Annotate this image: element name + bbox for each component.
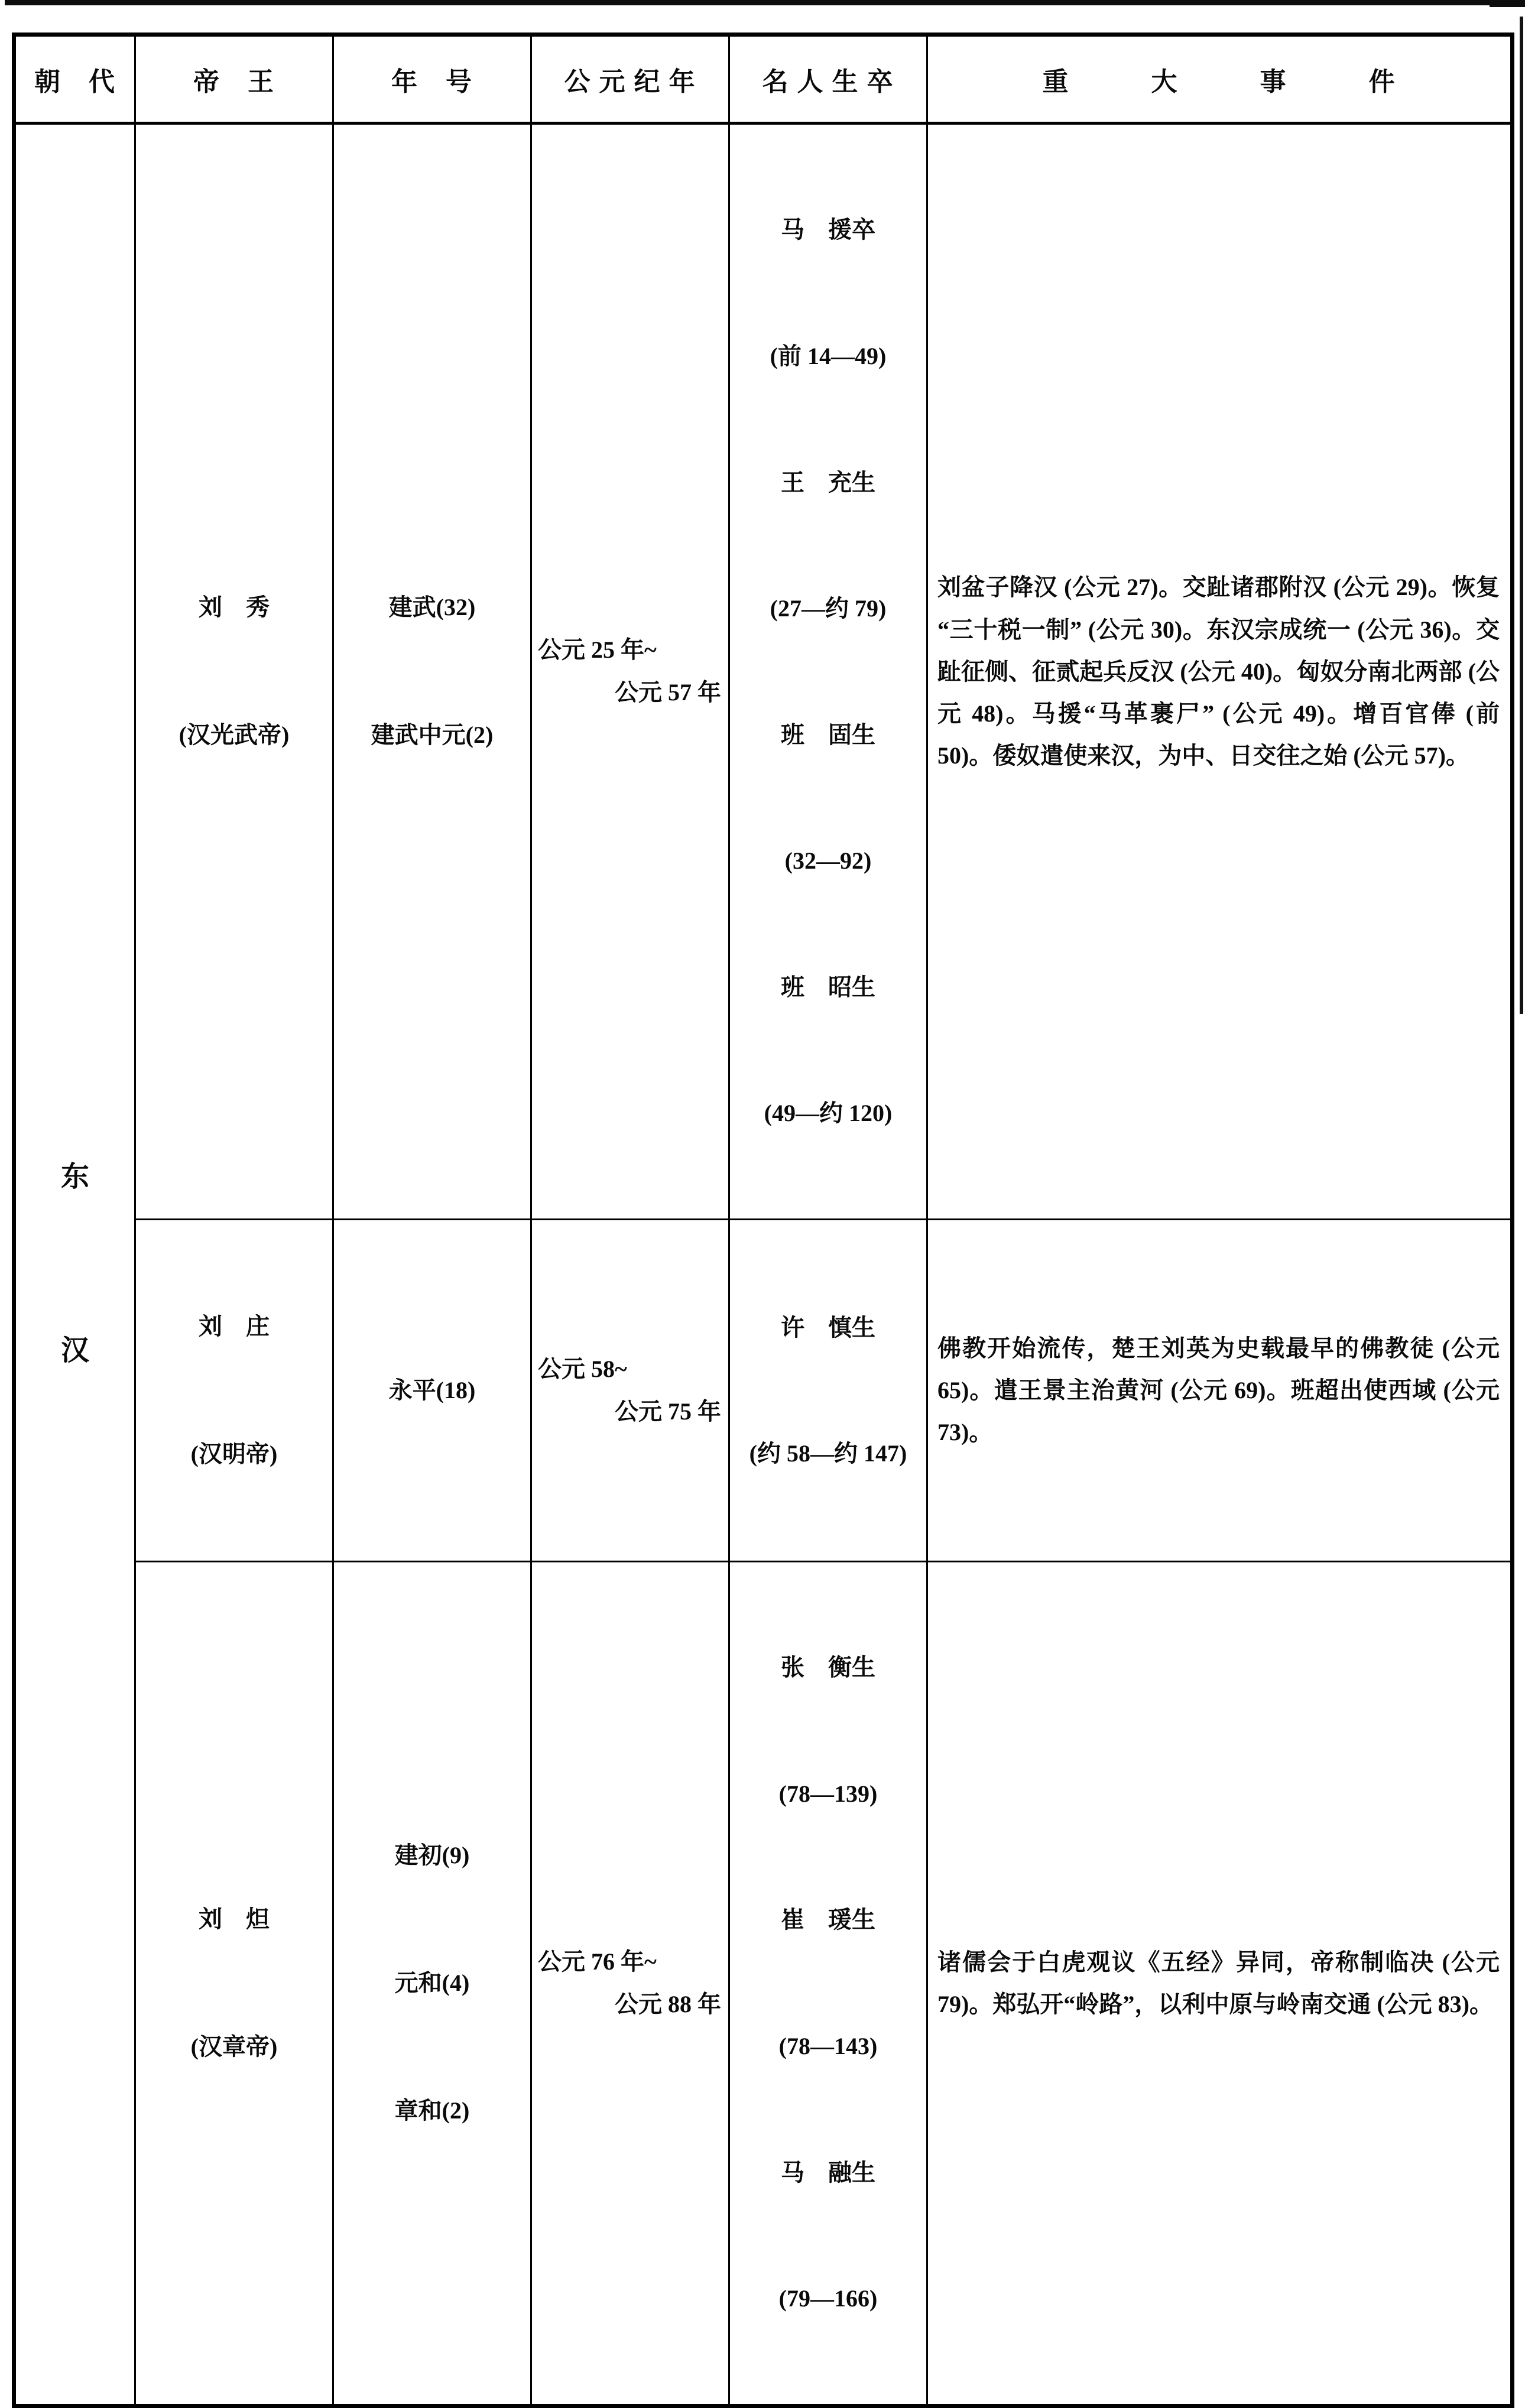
header-row [14, 35, 1513, 124]
emperor-cell [135, 1561, 333, 2406]
person-name: 王 充生 [781, 469, 875, 496]
events-cell: 佛教开始流传，楚王刘英为史载最早的佛教徒 (公元 65)。遣王景主治黄河 (公元 69)。班超出使西域 (公元 73)。 [927, 1219, 1513, 1561]
emperor-cell [135, 1219, 333, 1561]
header-era: 年 号 [333, 35, 531, 124]
year-end: 公元 57 年 [615, 679, 721, 706]
dynasty-cell [14, 124, 135, 2406]
person-dates: (79—166) [778, 2285, 878, 2312]
emperor-cell [135, 124, 333, 1220]
era-name: 永平(18) [388, 1376, 476, 1403]
header-dynasty: 朝 代 [14, 35, 135, 124]
ce-year-cell [531, 1561, 729, 2406]
scan-artifact-right-line [1520, 17, 1523, 1014]
person-name: 张 衡生 [781, 1654, 875, 1681]
year-end: 公元 75 年 [615, 1398, 721, 1425]
events-cell: 刘盆子降汉 (公元 27)。交趾诸郡附汉 (公元 29)。恢复“三十税一制” (公元 30)。东汉宗成统一 (公元 36)。交趾征侧、征贰起兵反汉 (公元 40)。匈奴分南北两部 (公元 48)。马援“马革裹尸” (公元 49)。增百官俸 (前 50)。倭奴遣使来汉，为中、日交往之始 (公元 57)。 [927, 124, 1513, 1220]
header-ce-year: 公 元 纪 年 [531, 35, 729, 124]
emperor-name: 刘 秀 [199, 594, 270, 621]
person-name: 班 昭生 [781, 973, 875, 1000]
emperor-name: 刘 庄 [199, 1312, 270, 1340]
header-people: 名 人 生 卒 [729, 35, 927, 124]
person-name: 班 固生 [781, 721, 875, 748]
header-events: 重 大 事 件 [927, 35, 1513, 124]
era-name: 建武中元(2) [371, 722, 494, 749]
year-start: 公元 25 年~ [538, 636, 657, 664]
events-cell: 诸儒会于白虎观议《五经》异同，帝称制临决 (公元 79)。郑弘开“岭路”，以利中原与岭南交通 (公元 83)。 [927, 1561, 1513, 2406]
person-name: 崔 瑗生 [781, 1906, 875, 1933]
people-cell [729, 1561, 927, 2406]
person-name: 马 援卒 [781, 216, 875, 243]
table-row [14, 1561, 1513, 2406]
scan-artifact-corner [1490, 0, 1525, 7]
table-row [14, 1219, 1513, 1561]
person-dates: (78—139) [778, 1780, 878, 1807]
table-row [14, 124, 1513, 1220]
dynasty-char-han: 汉 [60, 1335, 89, 1367]
era-name: 建初(9) [394, 1841, 470, 1868]
ce-year-cell [531, 124, 729, 1220]
era-cell [333, 124, 531, 1220]
person-dates: (49—约 120) [764, 1100, 893, 1127]
header-emperor: 帝 王 [135, 35, 333, 124]
year-start: 公元 58~ [538, 1355, 627, 1382]
person-dates: (32—92) [784, 847, 872, 875]
scan-artifact-top-bar [5, 0, 1506, 5]
person-dates: (前 14—49) [770, 342, 887, 369]
chronology-table [12, 33, 1514, 2408]
person-dates: (27—约 79) [770, 595, 887, 622]
person-name: 许 慎生 [781, 1314, 875, 1341]
people-cell [729, 1219, 927, 1561]
era-name: 建武(32) [388, 594, 476, 621]
person-dates: (约 58—约 147) [749, 1440, 907, 1467]
era-cell [333, 1561, 531, 2406]
emperor-title: (汉光武帝) [179, 722, 290, 749]
era-name: 章和(2) [394, 2097, 470, 2124]
era-name: 元和(4) [394, 1969, 470, 1996]
people-cell [729, 124, 927, 1220]
era-cell [333, 1219, 531, 1561]
person-dates: (78—143) [778, 2032, 878, 2059]
year-start: 公元 76 年~ [538, 1948, 657, 1975]
emperor-title: (汉章帝) [190, 2033, 278, 2060]
year-end: 公元 88 年 [615, 1990, 721, 2017]
emperor-title: (汉明帝) [190, 1440, 278, 1467]
emperor-name: 刘 炟 [199, 1905, 270, 1932]
person-name: 马 融生 [781, 2159, 875, 2186]
dynasty-char-east: 东 [60, 1161, 89, 1193]
ce-year-cell [531, 1219, 729, 1561]
